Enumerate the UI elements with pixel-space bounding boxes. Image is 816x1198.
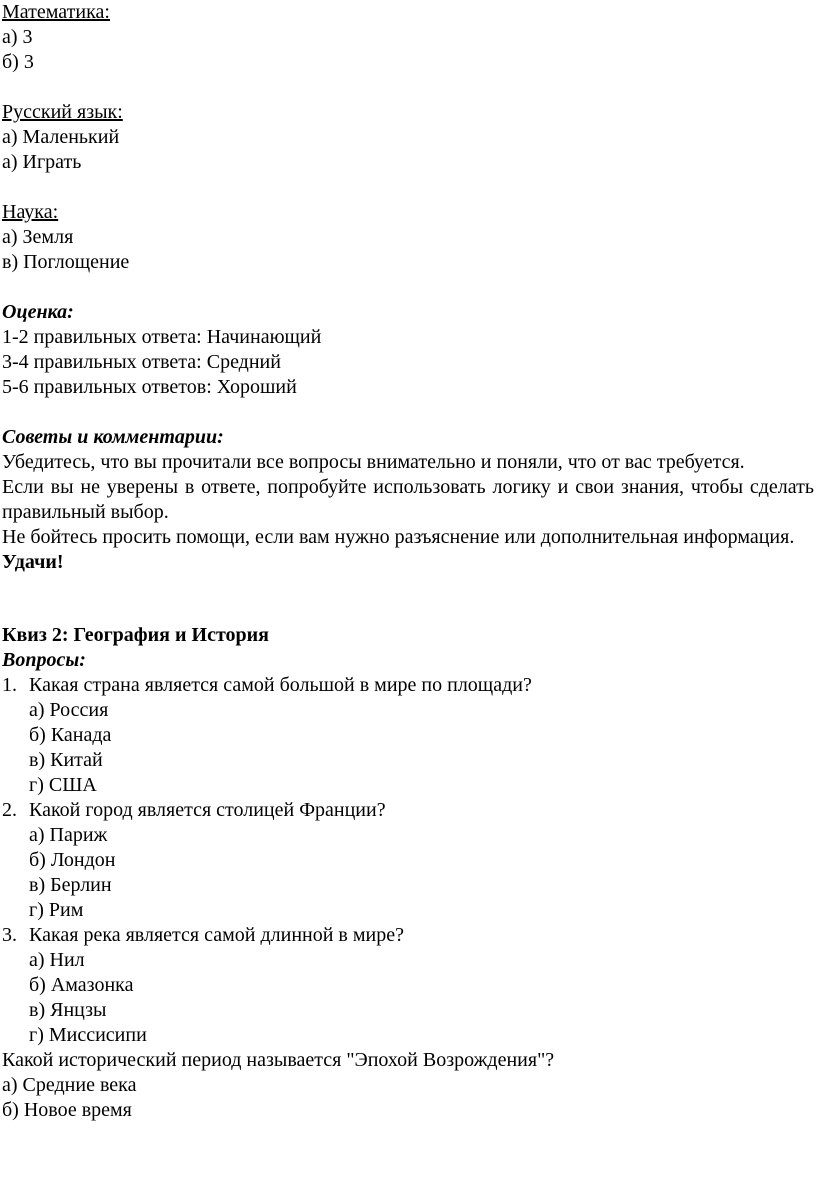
option-item: б) Новое время (2, 1099, 132, 1121)
grading-heading: Оценка: (2, 301, 74, 323)
russian-heading: Русский язык: (2, 101, 123, 123)
grading-line-2: 3-4 правильных ответа: Средний (2, 351, 281, 373)
option-item: г) Миссисипи (29, 1024, 147, 1046)
math-answer-1: а) 3 (2, 26, 33, 48)
option-item: а) Россия (29, 699, 109, 721)
question-number: 2. (2, 799, 17, 821)
question-number: 3. (2, 924, 17, 946)
russian-answer-1: а) Маленький (2, 126, 120, 148)
question-1 (2, 673, 814, 698)
option-item: в) Китай (29, 749, 103, 771)
spacer (2, 575, 814, 623)
question-2 (2, 798, 814, 823)
extra-question: Какой исторический период называется "Эпохой Возрождения"? (2, 1049, 555, 1071)
option-item: в) Янцзы (29, 999, 107, 1021)
option-item: б) Канада (29, 724, 112, 746)
question-text: Какая река является самой длинной в мире? (29, 924, 404, 946)
spacer (2, 175, 814, 200)
grading-line-3: 5-6 правильных ответов: Хороший (2, 376, 297, 398)
question-text: Какая страна является самой большой в мире по площади? (29, 674, 532, 696)
option-item: а) Нил (29, 949, 85, 971)
option-item: б) Лондон (29, 849, 116, 871)
spacer (2, 75, 814, 100)
tips-paragraph-1: Убедитесь, что вы прочитали все вопросы внимательно и поняли, что от вас требуется. (2, 451, 745, 473)
science-heading: Наука: (2, 201, 59, 223)
grading-line-1: 1-2 правильных ответа: Начинающий (2, 326, 322, 348)
science-answer-1: а) Земля (2, 226, 74, 248)
option-item: а) Париж (29, 824, 108, 846)
option-item: г) США (29, 774, 97, 796)
question-text: Какой город является столицей Франции? (29, 799, 386, 821)
math-heading: Математика: (2, 1, 110, 23)
tips-paragraph-3: Не бойтесь просить помощи, если вам нужно разъяснение или дополнительная информация. (2, 526, 795, 548)
question-number: 1. (2, 674, 17, 696)
spacer (2, 400, 814, 425)
math-answer-2: б) 3 (2, 51, 34, 73)
option-item: г) Рим (29, 899, 84, 921)
science-answer-2: в) Поглощение (2, 251, 130, 273)
spacer (2, 275, 814, 300)
russian-answer-2: а) Играть (2, 151, 82, 173)
tips-heading: Советы и комментарии: (2, 426, 224, 448)
option-item: а) Средние века (2, 1074, 137, 1096)
question-3 (2, 923, 814, 948)
questions-heading: Вопросы: (2, 649, 86, 671)
quiz2-title: Квиз 2: География и История (2, 624, 269, 646)
tips-paragraph-2: Если вы не уверены в ответе, попробуйте использовать логику и свои знания, чтобы сделать правильный выбор. (2, 476, 814, 523)
tips-closing: Удачи! (2, 551, 64, 573)
option-item: б) Амазонка (29, 974, 134, 996)
option-item: в) Берлин (29, 874, 112, 896)
